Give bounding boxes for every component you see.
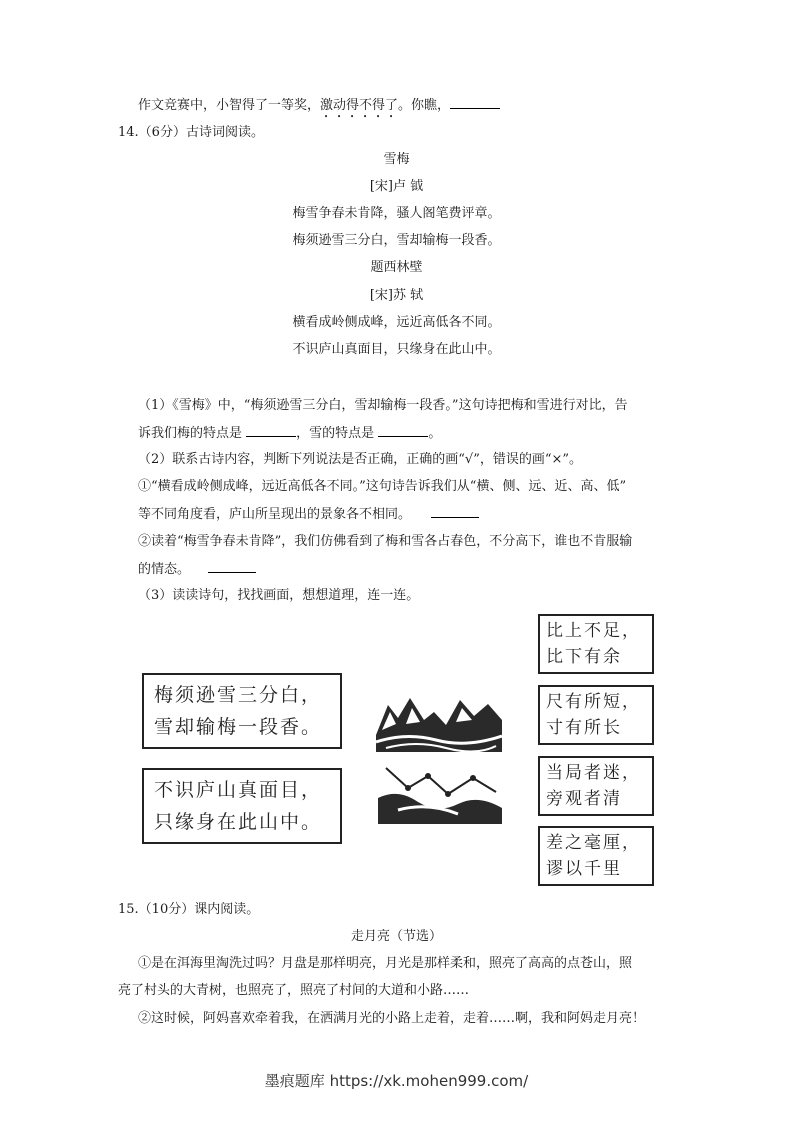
q15-p1-line2: 亮了村头的大青树，也照亮了，照亮了村间的大道和小路…… <box>118 983 470 998</box>
poem1-line2: 梅须逊雪三分白，雪却输梅一段香。 <box>292 233 501 248</box>
poem1-author: [宋]卢 钺 <box>369 179 424 194</box>
card-line: 谬以千里 <box>546 859 622 879</box>
poem2-line2: 不识庐山真面目，只缘身在此山中。 <box>292 342 501 357</box>
right-card-2[interactable] <box>538 685 654 745</box>
item1-text: 等不同角度看，庐山所呈现出的景象各不相同。 <box>138 507 412 522</box>
plum-feature-blank[interactable] <box>246 424 296 437</box>
card-line: 不识庐山真面目， <box>154 779 323 801</box>
q15-p2: ②这时候，阿妈喜欢牵着我，在洒满月光的小路上走着，走着……啊，我和阿妈走月亮！ <box>138 1011 646 1026</box>
q14-item2-line1: ②读着“梅雪争春未肯降”，我们仿佛看到了梅和雪各占春色，不分高下，谁也不肯服输 <box>138 534 633 549</box>
sub1-text-pre: 诉我们梅的特点是 <box>138 426 243 441</box>
footer-watermark: 墨痕题库 https://xk.mohen999.com/ <box>264 1072 529 1090</box>
q14-item1-line1: ①“横看成岭侧成峰，远近高低各不同。”这句诗告诉我们从“横、侧、远、近、高、低” <box>138 479 627 494</box>
card-line: 寸有所长 <box>546 718 622 738</box>
card-line: 比下有余 <box>546 647 622 667</box>
q13-sentence <box>138 96 500 121</box>
card-line: 旁观者清 <box>546 789 622 809</box>
right-card-4[interactable] <box>538 826 654 886</box>
q15-header: 15.（10分）课内阅读。 <box>118 902 260 917</box>
mountain-picture[interactable] <box>376 690 502 752</box>
sub1-text-end: 。 <box>428 426 442 441</box>
q13-text-a: 作文竞赛中，小智得了一等奖， <box>138 98 321 113</box>
poem2-author: [宋]苏 轼 <box>369 288 424 303</box>
answer-blank[interactable] <box>450 96 500 109</box>
left-card-plum-snow[interactable] <box>142 673 342 749</box>
item2-answer-blank[interactable] <box>208 560 256 573</box>
q14-item2-line2 <box>138 560 256 579</box>
item1-answer-blank[interactable] <box>431 505 479 518</box>
q15-p1-line1: ①是在洱海里淘洗过吗？月盘是那样明亮，月光是那样柔和，照亮了高高的点苍山，照 <box>138 956 633 971</box>
q14-sub2: （2）联系古诗内容，判断下列说法是否正确，正确的画“√”，错误的画“×”。 <box>138 452 583 467</box>
poem2-title: 题西林壁 <box>370 260 423 275</box>
snow-feature-blank[interactable] <box>378 424 428 437</box>
right-card-1[interactable] <box>538 614 654 674</box>
q13-dotted-text: 激动得不得了 <box>320 98 399 113</box>
q13-text-b: 。你瞧， <box>398 98 451 113</box>
q14-header: 14.（6分）古诗词阅读。 <box>118 125 264 140</box>
poem1-line1: 梅雪争春未肯降，骚人阁笔费评章。 <box>292 206 501 221</box>
sub1-text-mid: ，雪的特点是 <box>296 426 375 441</box>
right-card-3[interactable] <box>538 756 654 816</box>
q14-item1-line2 <box>138 505 479 524</box>
item2-text: 的情态。 <box>138 562 191 577</box>
card-line: 差之毫厘， <box>546 833 641 853</box>
q14-sub1-line1: （1）《雪梅》中，“梅须逊雪三分白，雪却输梅一段香。”这句诗把梅和雪进行对比，告 <box>138 398 628 413</box>
card-line: 当局者迷， <box>546 763 641 783</box>
q14-sub3: （3）读读诗句，找找画面，想想道理，连一连。 <box>138 588 420 603</box>
card-line: 梅须逊雪三分白， <box>154 684 323 706</box>
poem1-title: 雪梅 <box>383 152 410 167</box>
q15-title: 走月亮（节选） <box>350 929 442 944</box>
q14-sub1-line2 <box>138 424 441 443</box>
card-line: 尺有所短， <box>546 692 641 712</box>
poem2-line1: 横看成岭侧成峰，远近高低各不同。 <box>292 315 501 330</box>
card-line: 比上不足， <box>546 621 641 641</box>
card-line: 只缘身在此山中。 <box>154 811 323 833</box>
plum-snow-picture[interactable] <box>378 758 502 824</box>
card-line: 雪却输梅一段香。 <box>154 716 323 738</box>
left-card-lushan[interactable] <box>142 768 342 844</box>
